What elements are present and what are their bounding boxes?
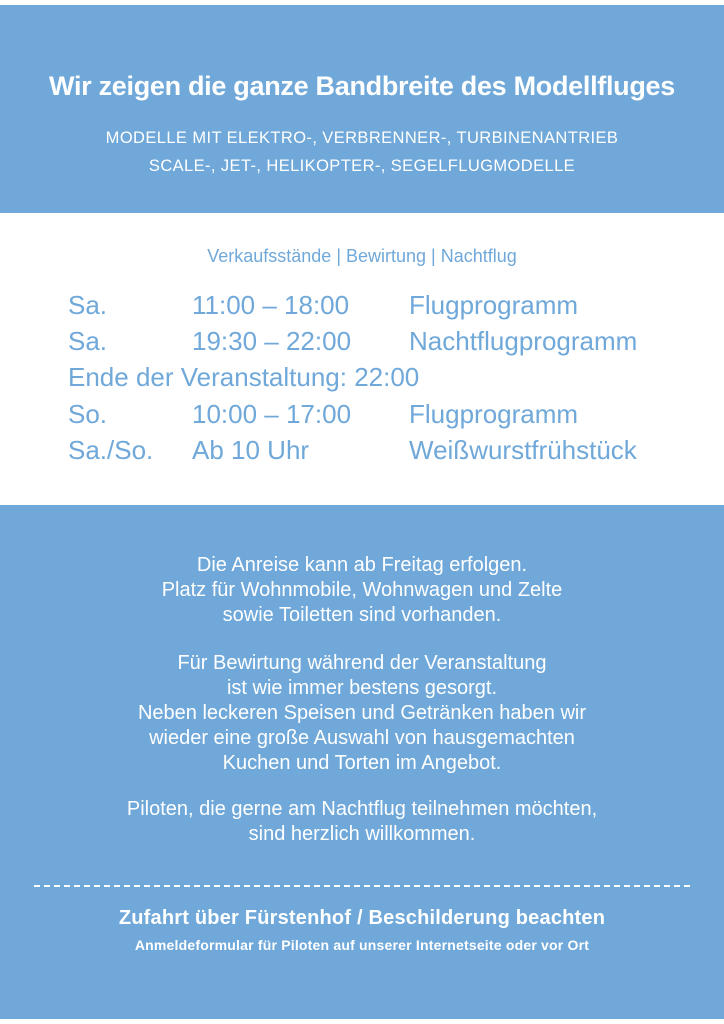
event-end-time: Ende der Veranstaltung: 22:00 bbox=[68, 362, 420, 392]
paragraph-line: Kuchen und Torten im Angebot. bbox=[222, 752, 502, 774]
services-line: Verkaufsstände | Bewirtung | Nachtflug bbox=[207, 246, 517, 266]
access-note: Zufahrt über Fürstenhof / Beschilderung beachten bbox=[118, 907, 606, 929]
info-band bbox=[0, 505, 724, 1019]
schedule-row bbox=[68, 288, 688, 322]
schedule-row bbox=[68, 324, 688, 358]
schedule-program: Nachtflugprogramm bbox=[409, 326, 638, 356]
paragraph-line: Die Anreise kann ab Freitag erfolgen. bbox=[196, 554, 528, 576]
dashed-divider bbox=[34, 885, 690, 887]
paragraph-line: ist wie immer bestens gesorgt. bbox=[226, 677, 498, 699]
schedule-time: Ab 10 Uhr bbox=[192, 435, 310, 465]
model-types-line-2: SCALE-, JET-, HELIKOPTER-, SEGELFLUGMODELLE bbox=[148, 157, 576, 175]
paragraph-line: Platz für Wohnmobile, Wohnwagen und Zelte bbox=[161, 579, 563, 601]
schedule-row bbox=[68, 433, 688, 467]
paragraph-line: sowie Toiletten sind vorhanden. bbox=[222, 604, 502, 626]
paragraph-line: Für Bewirtung während der Veranstaltung bbox=[177, 652, 547, 674]
pilots-paragraph bbox=[0, 797, 724, 847]
schedule-time: 19:30 – 22:00 bbox=[192, 326, 352, 356]
model-types-line-1: MODELLE MIT ELEKTRO-, VERBRENNER-, TURBINENANTRIEB bbox=[105, 129, 619, 147]
schedule-program: Flugprogramm bbox=[409, 290, 579, 320]
schedule-program: Flugprogramm bbox=[409, 399, 579, 429]
arrival-paragraph bbox=[0, 553, 724, 628]
paragraph-line: sind herzlich willkommen. bbox=[248, 823, 476, 845]
schedule-day: Sa./So. bbox=[68, 435, 154, 465]
schedule-program: Weißwurstfrühstück bbox=[409, 435, 637, 465]
header-band bbox=[0, 5, 724, 213]
registration-note: Anmeldeformular für Piloten auf unserer Internetseite oder vor Ort bbox=[134, 937, 590, 953]
schedule-time: 10:00 – 17:00 bbox=[192, 399, 352, 429]
paragraph-line: Piloten, die gerne am Nachtflug teilnehmen möchten, bbox=[126, 798, 598, 820]
schedule-row bbox=[68, 397, 688, 431]
schedule-day: Sa. bbox=[68, 326, 108, 356]
schedule-time: 11:00 – 18:00 bbox=[192, 290, 350, 320]
catering-paragraph bbox=[0, 651, 724, 776]
paragraph-line: wieder eine große Auswahl von hausgemachten bbox=[149, 727, 575, 749]
schedule-row-end bbox=[68, 360, 688, 394]
schedule-day: So. bbox=[68, 399, 108, 429]
paragraph-line: Neben leckeren Speisen und Getränken haben wir bbox=[137, 702, 587, 724]
headline: Wir zeigen die ganze Bandbreite des Modellfluges bbox=[49, 71, 675, 101]
schedule-section bbox=[0, 213, 724, 505]
schedule-day: Sa. bbox=[68, 290, 108, 320]
